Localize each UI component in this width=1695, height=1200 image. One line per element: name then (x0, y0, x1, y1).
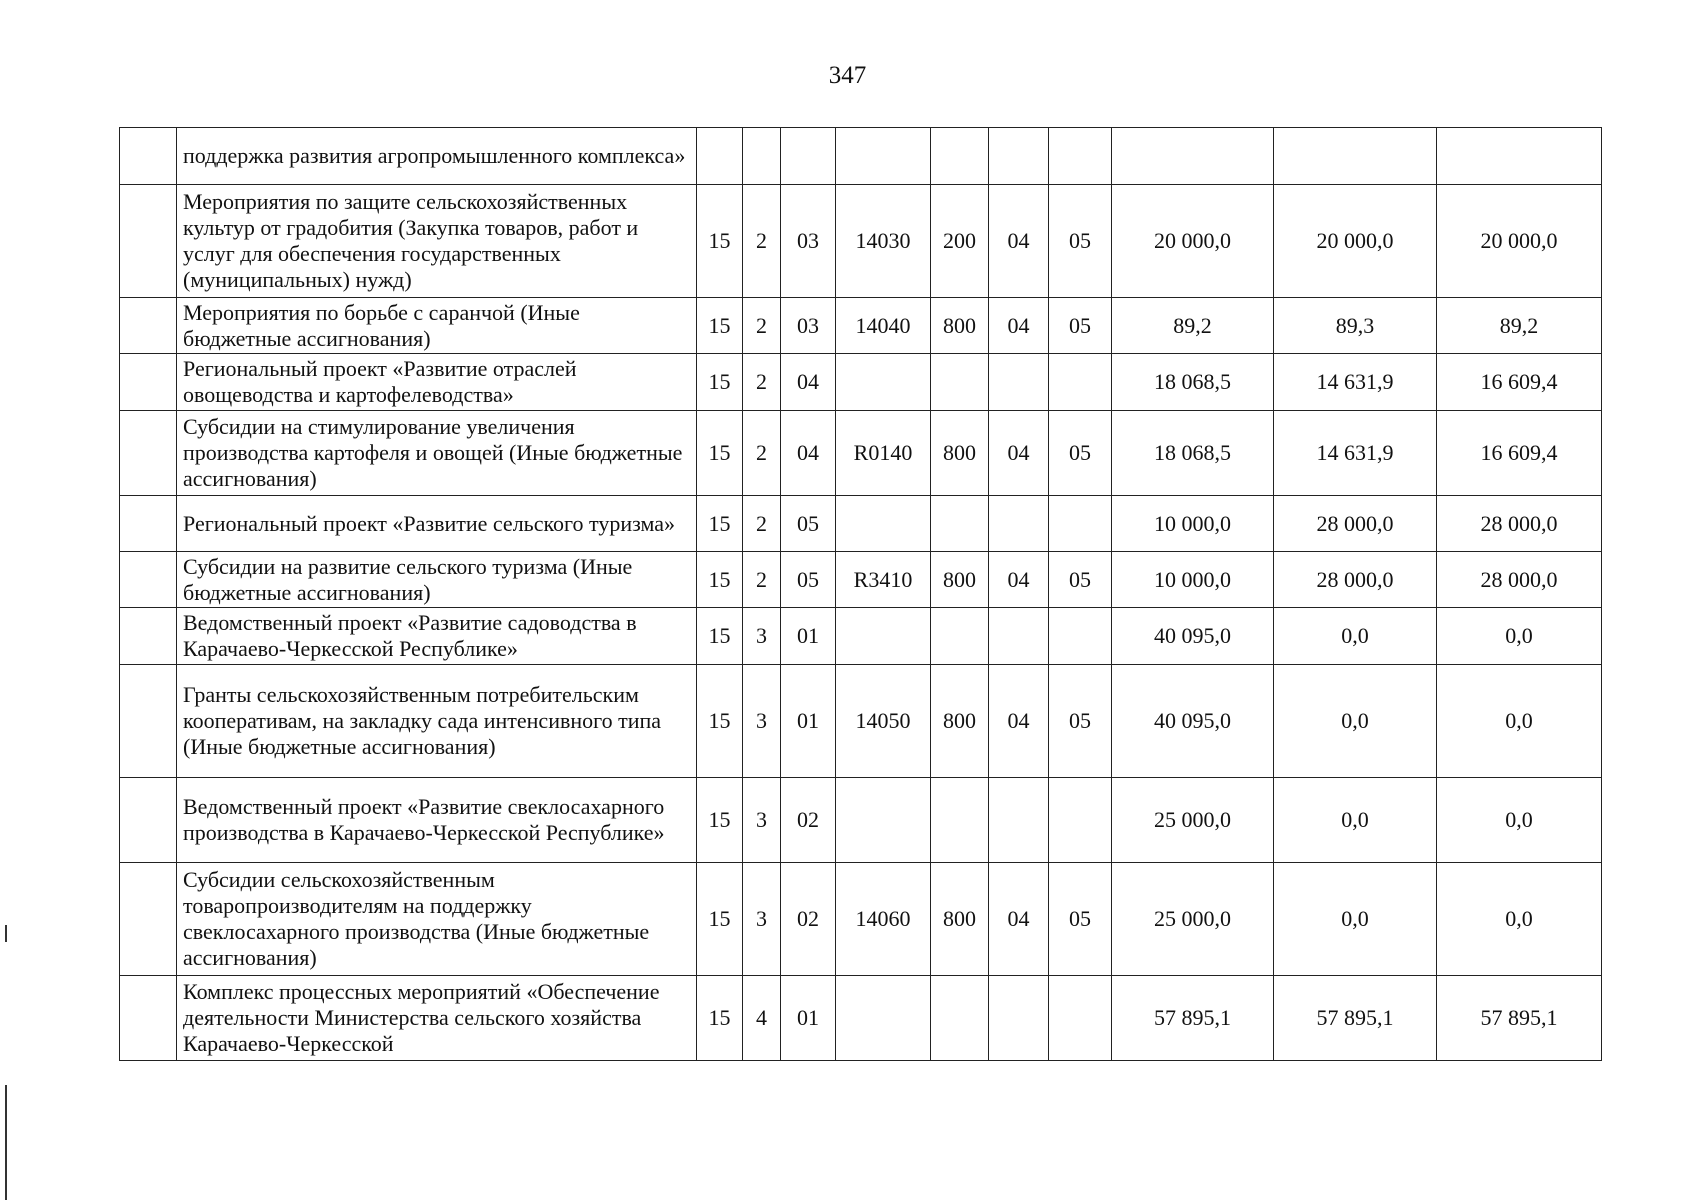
code-event: 01 (781, 976, 836, 1061)
row-index-cell (120, 863, 177, 976)
code-program: 15 (697, 665, 743, 778)
code-subprogram: 2 (743, 354, 781, 411)
code-direction: R3410 (836, 552, 931, 608)
code-direction: 14030 (836, 185, 931, 298)
code-expense-type (931, 778, 989, 863)
code-program: 15 (697, 778, 743, 863)
amount-year-3: 28 000,0 (1437, 496, 1602, 552)
table-row (120, 411, 1602, 496)
row-description: Субсидии на стимулирование увеличения производства картофеля и овощей (Иные бюджетные ассигнования) (177, 411, 697, 496)
table-row (120, 354, 1602, 411)
table-row (120, 185, 1602, 298)
code-program: 15 (697, 298, 743, 354)
code-section: 04 (989, 552, 1049, 608)
amount-year-1: 40 095,0 (1112, 608, 1274, 665)
amount-year-1: 18 068,5 (1112, 411, 1274, 496)
scan-edge-mark (5, 925, 7, 942)
page-number: 347 (828, 62, 867, 89)
table-row (120, 665, 1602, 778)
amount-year-1: 20 000,0 (1112, 185, 1274, 298)
code-section: 04 (989, 298, 1049, 354)
amount-year-1: 10 000,0 (1112, 496, 1274, 552)
code-expense-type: 800 (931, 665, 989, 778)
amount-year-3: 28 000,0 (1437, 552, 1602, 608)
code-subsection (1049, 354, 1112, 411)
table-row (120, 496, 1602, 552)
row-index-cell (120, 354, 177, 411)
table-row (120, 298, 1602, 354)
amount-year-1: 10 000,0 (1112, 552, 1274, 608)
code-section: 04 (989, 665, 1049, 778)
code-event: 05 (781, 496, 836, 552)
amount-year-3: 57 895,1 (1437, 976, 1602, 1061)
code-subprogram: 2 (743, 185, 781, 298)
code-direction (836, 778, 931, 863)
code-section (989, 496, 1049, 552)
amount-year-3: 20 000,0 (1437, 185, 1602, 298)
code-program (697, 128, 743, 185)
amount-year-2: 89,3 (1274, 298, 1437, 354)
amount-year-1: 57 895,1 (1112, 976, 1274, 1061)
code-direction (836, 354, 931, 411)
code-subprogram: 3 (743, 863, 781, 976)
code-program: 15 (697, 496, 743, 552)
code-event: 02 (781, 863, 836, 976)
amount-year-1: 25 000,0 (1112, 778, 1274, 863)
code-subprogram: 3 (743, 665, 781, 778)
amount-year-3: 16 609,4 (1437, 354, 1602, 411)
table-row (120, 976, 1602, 1061)
row-description: Субсидии на развитие сельского туризма (Иные бюджетные ассигнования) (177, 552, 697, 608)
code-program: 15 (697, 863, 743, 976)
code-event: 05 (781, 552, 836, 608)
code-event: 04 (781, 411, 836, 496)
code-program: 15 (697, 354, 743, 411)
code-program: 15 (697, 411, 743, 496)
row-description: Мероприятия по защите сельскохозяйственных культур от градобития (Закупка товаров, работ и услуг для обеспечения государственных (муниципальных) нужд) (177, 185, 697, 298)
code-subsection: 05 (1049, 298, 1112, 354)
row-index-cell (120, 608, 177, 665)
amount-year-2: 14 631,9 (1274, 411, 1437, 496)
row-description: поддержка развития агропромышленного комплекса» (177, 128, 697, 185)
code-section: 04 (989, 185, 1049, 298)
code-subprogram: 3 (743, 778, 781, 863)
amount-year-2: 28 000,0 (1274, 552, 1437, 608)
amount-year-3: 0,0 (1437, 778, 1602, 863)
amount-year-2: 0,0 (1274, 863, 1437, 976)
amount-year-2: 0,0 (1274, 778, 1437, 863)
amount-year-1: 40 095,0 (1112, 665, 1274, 778)
code-direction: 14040 (836, 298, 931, 354)
code-expense-type: 800 (931, 552, 989, 608)
code-subprogram: 2 (743, 411, 781, 496)
row-index-cell (120, 298, 177, 354)
amount-year-3: 0,0 (1437, 863, 1602, 976)
amount-year-2: 0,0 (1274, 665, 1437, 778)
table-row (120, 778, 1602, 863)
table-row (120, 552, 1602, 608)
code-subprogram (743, 128, 781, 185)
code-expense-type (931, 496, 989, 552)
amount-year-1: 89,2 (1112, 298, 1274, 354)
amount-year-2: 14 631,9 (1274, 354, 1437, 411)
scan-edge-mark (5, 1085, 7, 1200)
row-index-cell (120, 778, 177, 863)
code-subsection: 05 (1049, 863, 1112, 976)
code-expense-type (931, 608, 989, 665)
amount-year-2: 28 000,0 (1274, 496, 1437, 552)
row-description: Гранты сельскохозяйственным потребительским кооперативам, на закладку сада интенсивного типа (Иные бюджетные ассигнования) (177, 665, 697, 778)
row-index-cell (120, 411, 177, 496)
row-description: Комплекс процессных мероприятий «Обеспечение деятельности Министерства сельского хозяйства Карачаево-Черкесской (177, 976, 697, 1061)
table-body (120, 128, 1602, 1061)
code-subprogram: 4 (743, 976, 781, 1061)
row-description: Ведомственный проект «Развитие садоводства в Карачаево-Черкесской Республике» (177, 608, 697, 665)
row-index-cell (120, 185, 177, 298)
code-program: 15 (697, 608, 743, 665)
row-description: Мероприятия по борьбе с саранчой (Иные бюджетные ассигнования) (177, 298, 697, 354)
row-index-cell (120, 552, 177, 608)
amount-year-3: 0,0 (1437, 665, 1602, 778)
code-event: 03 (781, 298, 836, 354)
code-event: 04 (781, 354, 836, 411)
amount-year-3: 0,0 (1437, 608, 1602, 665)
code-subsection: 05 (1049, 411, 1112, 496)
code-event: 02 (781, 778, 836, 863)
code-program: 15 (697, 976, 743, 1061)
amount-year-3 (1437, 128, 1602, 185)
table-row (120, 608, 1602, 665)
code-subsection: 05 (1049, 552, 1112, 608)
code-program: 15 (697, 185, 743, 298)
budget-table (119, 127, 1602, 1061)
code-section: 04 (989, 863, 1049, 976)
code-expense-type: 200 (931, 185, 989, 298)
row-index-cell (120, 976, 177, 1061)
code-subprogram: 2 (743, 298, 781, 354)
code-event: 03 (781, 185, 836, 298)
amount-year-2: 20 000,0 (1274, 185, 1437, 298)
code-direction: 14050 (836, 665, 931, 778)
code-subsection (1049, 128, 1112, 185)
code-direction: 14060 (836, 863, 931, 976)
code-section: 04 (989, 411, 1049, 496)
amount-year-2: 0,0 (1274, 608, 1437, 665)
code-direction: R0140 (836, 411, 931, 496)
amount-year-1 (1112, 128, 1274, 185)
code-subsection (1049, 496, 1112, 552)
code-subsection (1049, 778, 1112, 863)
code-subsection: 05 (1049, 665, 1112, 778)
code-expense-type: 800 (931, 298, 989, 354)
code-subsection (1049, 976, 1112, 1061)
code-event (781, 128, 836, 185)
code-direction (836, 608, 931, 665)
code-direction (836, 128, 931, 185)
amount-year-3: 89,2 (1437, 298, 1602, 354)
code-program: 15 (697, 552, 743, 608)
code-section (989, 778, 1049, 863)
code-section (989, 976, 1049, 1061)
code-expense-type (931, 128, 989, 185)
row-description: Субсидии сельскохозяйственным товаропроизводителям на поддержку свеклосахарного производства (Иные бюджетные ассигнования) (177, 863, 697, 976)
row-index-cell (120, 496, 177, 552)
code-subsection (1049, 608, 1112, 665)
code-expense-type: 800 (931, 411, 989, 496)
amount-year-2 (1274, 128, 1437, 185)
code-subsection: 05 (1049, 185, 1112, 298)
code-section (989, 608, 1049, 665)
amount-year-1: 25 000,0 (1112, 863, 1274, 976)
code-expense-type: 800 (931, 863, 989, 976)
code-expense-type (931, 354, 989, 411)
code-subprogram: 3 (743, 608, 781, 665)
code-expense-type (931, 976, 989, 1061)
table-row (120, 128, 1602, 185)
code-section (989, 354, 1049, 411)
code-event: 01 (781, 608, 836, 665)
code-subprogram: 2 (743, 552, 781, 608)
code-subprogram: 2 (743, 496, 781, 552)
row-index-cell (120, 665, 177, 778)
amount-year-3: 16 609,4 (1437, 411, 1602, 496)
amount-year-1: 18 068,5 (1112, 354, 1274, 411)
row-description: Региональный проект «Развитие сельского туризма» (177, 496, 697, 552)
table-row (120, 863, 1602, 976)
code-section (989, 128, 1049, 185)
amount-year-2: 57 895,1 (1274, 976, 1437, 1061)
row-description: Ведомственный проект «Развитие свеклосахарного производства в Карачаево-Черкесской Республике» (177, 778, 697, 863)
code-direction (836, 496, 931, 552)
row-description: Региональный проект «Развитие отраслей овощеводства и картофелеводства» (177, 354, 697, 411)
row-index-cell (120, 128, 177, 185)
code-event: 01 (781, 665, 836, 778)
code-direction (836, 976, 931, 1061)
